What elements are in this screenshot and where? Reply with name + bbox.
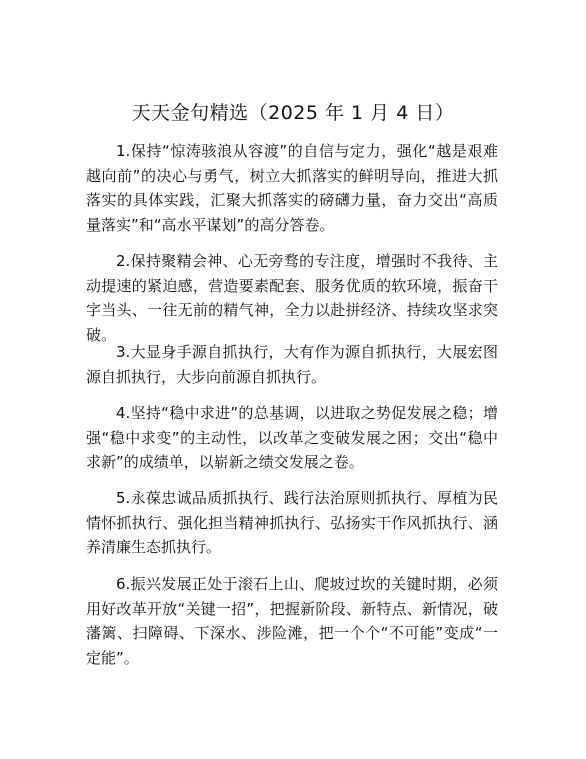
- quote-paragraph-6: 6.振兴发展正处于滚石上山、爬坡过坎的关键时期，必须用好改革开放“关键一招”，把握新阶段、新特点、新情况，破藩篱、扫障碍、下深水、涉险滩，把一个个“不可能”变成“一定能”。: [86, 575, 498, 667]
- quote-paragraph-4: 4.坚持“稳中求进”的总基调，以进取之势促发展之稳；增强“稳中求变”的主动性，以改革之变破发展之困；交出“稳中求新”的成绩单，以崭新之绩交发展之卷。: [86, 404, 498, 471]
- quote-paragraph-5: 5.永葆忠诚品质抓执行、践行法治原则抓执行、厚植为民情怀抓执行、强化担当精神抓执行、弘扬实干作风抓执行、涵养清廉生态抓执行。: [86, 489, 498, 556]
- quote-paragraph-1: 1.保持“惊涛骇浪从容渡”的自信与定力，强化“越是艰难越向前”的决心与勇气，树立大抓落实的鲜明导向，推进大抓落实的具体实践，汇聚大抓落实的磅礴力量，奋力交出“高质量落实”和“高水平谋划”的高分答卷。: [86, 142, 498, 234]
- quote-paragraph-3: 3.大显身手源自抓执行，大有作为源自抓执行，大展宏图源自抓执行，大步向前源自抓执行。: [86, 343, 498, 386]
- quote-paragraph-2: 2.保持聚精会神、心无旁骛的专注度，增强时不我待、主动提速的紧迫感，营造要素配套、服务优质的软环境，振奋干字当头、一往无前的精气神，全力以赴拼经济、持续攻坚求突破。: [86, 252, 498, 344]
- document-title: 天天金句精选（2025 年 1 月 4 日）: [131, 102, 455, 124]
